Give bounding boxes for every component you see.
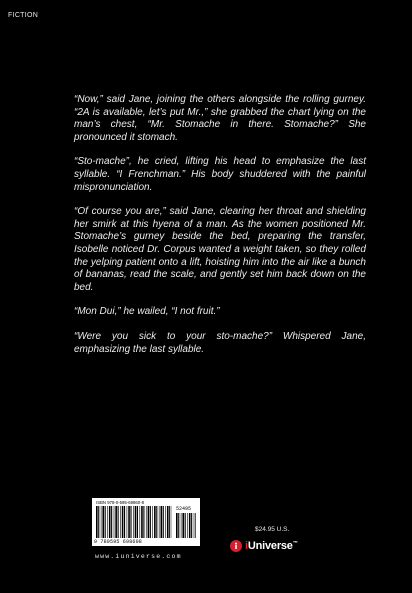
barcode-bar xyxy=(114,506,115,538)
barcode-bar xyxy=(159,506,160,538)
barcode-bar xyxy=(105,506,106,538)
barcode-bar xyxy=(167,506,169,538)
barcode-bar xyxy=(187,513,188,538)
barcode-bar xyxy=(189,513,191,538)
barcode-bar xyxy=(102,506,104,538)
barcode-bar xyxy=(122,506,124,538)
barcode-bars xyxy=(96,506,172,538)
isbn-barcode xyxy=(92,498,200,546)
barcode-bar xyxy=(150,506,151,538)
barcode-bar xyxy=(146,506,147,538)
barcode-bar xyxy=(194,513,195,538)
barcode-bar xyxy=(154,506,156,538)
barcode-bar xyxy=(115,506,117,538)
excerpt-paragraph: “Of course you are,” said Jane, clearing her throat and shielding her smirk at this hyena of a man. As the women positioned Mr. Stomache’s gurney beside the bed, preparing the transfer, Isobelle noticed Dr. Corpus wanted a weight taken, so they rolled the yelping patient onto a lift, hoisting him into the air like a bunch of bananas, read the scale, and gently set him back down on the bed. xyxy=(74,206,366,293)
publisher-name xyxy=(245,540,298,552)
publisher-name-prefix: i xyxy=(245,540,248,552)
barcode-bar xyxy=(176,513,178,538)
barcode-bar xyxy=(185,513,186,538)
barcode-bar xyxy=(101,506,102,538)
retail-price: $24.95 U.S. xyxy=(255,526,290,533)
excerpt-paragraph: “Sto-mache”, he cried, lifting his head to emphasize the last syllable. “I Frenchman.” His body shuddered with the painful mispronunciation. xyxy=(74,156,366,193)
trademark-symbol: ™ xyxy=(292,540,298,547)
barcode-bar xyxy=(181,513,182,538)
barcode-bar xyxy=(120,506,121,538)
barcode-bar xyxy=(109,506,111,538)
excerpt-paragraph: “Now,” said Jane, joining the others alongside the rolling gurney. “2A is available, let’s put Mr.,” she grabbed the chart lying on the man’s chest, “Mr. Stomache in there. Stomache?” She pronounced it stomach. xyxy=(74,94,366,143)
barcode-bar xyxy=(130,506,131,538)
barcode-addon-bars xyxy=(176,513,196,538)
iuniverse-logo-icon xyxy=(230,540,242,552)
barcode-bar xyxy=(163,506,164,538)
barcode-bar xyxy=(128,506,130,538)
barcode-bar xyxy=(127,506,128,538)
barcode-bar xyxy=(96,506,98,538)
barcode-bar xyxy=(133,506,134,538)
barcode-bar xyxy=(152,506,153,538)
publisher-website: www.iuniverse.com xyxy=(95,553,182,560)
barcode-bar xyxy=(143,506,144,538)
barcode-bar xyxy=(118,506,119,538)
barcode-digits: 9 780595 698608 xyxy=(94,539,143,545)
barcode-price-code: 52495 xyxy=(176,506,192,512)
barcode-bar xyxy=(98,506,99,538)
barcode-bar xyxy=(135,506,137,538)
barcode-bar xyxy=(107,506,108,538)
barcode-bar xyxy=(124,506,125,538)
isbn-label: ISBN 978-0-595-69860-8 xyxy=(96,500,145,505)
barcode-bar xyxy=(165,506,166,538)
barcode-bar xyxy=(178,513,179,538)
barcode-bar xyxy=(161,506,163,538)
genre-label: FICTION xyxy=(8,12,39,19)
back-cover-excerpt xyxy=(74,94,366,368)
barcode-bar xyxy=(169,506,170,538)
excerpt-paragraph: “Were you sick to your sto-mache?” Whispered Jane, emphasizing the last syllable. xyxy=(74,330,366,355)
barcode-bar xyxy=(140,506,141,538)
barcode-bar xyxy=(195,513,196,538)
publisher-name-rest: Universe xyxy=(247,540,293,552)
excerpt-paragraph: “Mon Dui,” he wailed, “I not fruit.” xyxy=(74,306,220,318)
barcode-bar xyxy=(191,513,192,538)
barcode-bar xyxy=(182,513,184,538)
barcode-bar xyxy=(111,506,112,538)
barcode-bar xyxy=(137,506,138,538)
publisher-logo xyxy=(230,540,298,552)
barcode-bar xyxy=(148,506,150,538)
barcode-bar xyxy=(156,506,157,538)
barcode-bar xyxy=(141,506,143,538)
